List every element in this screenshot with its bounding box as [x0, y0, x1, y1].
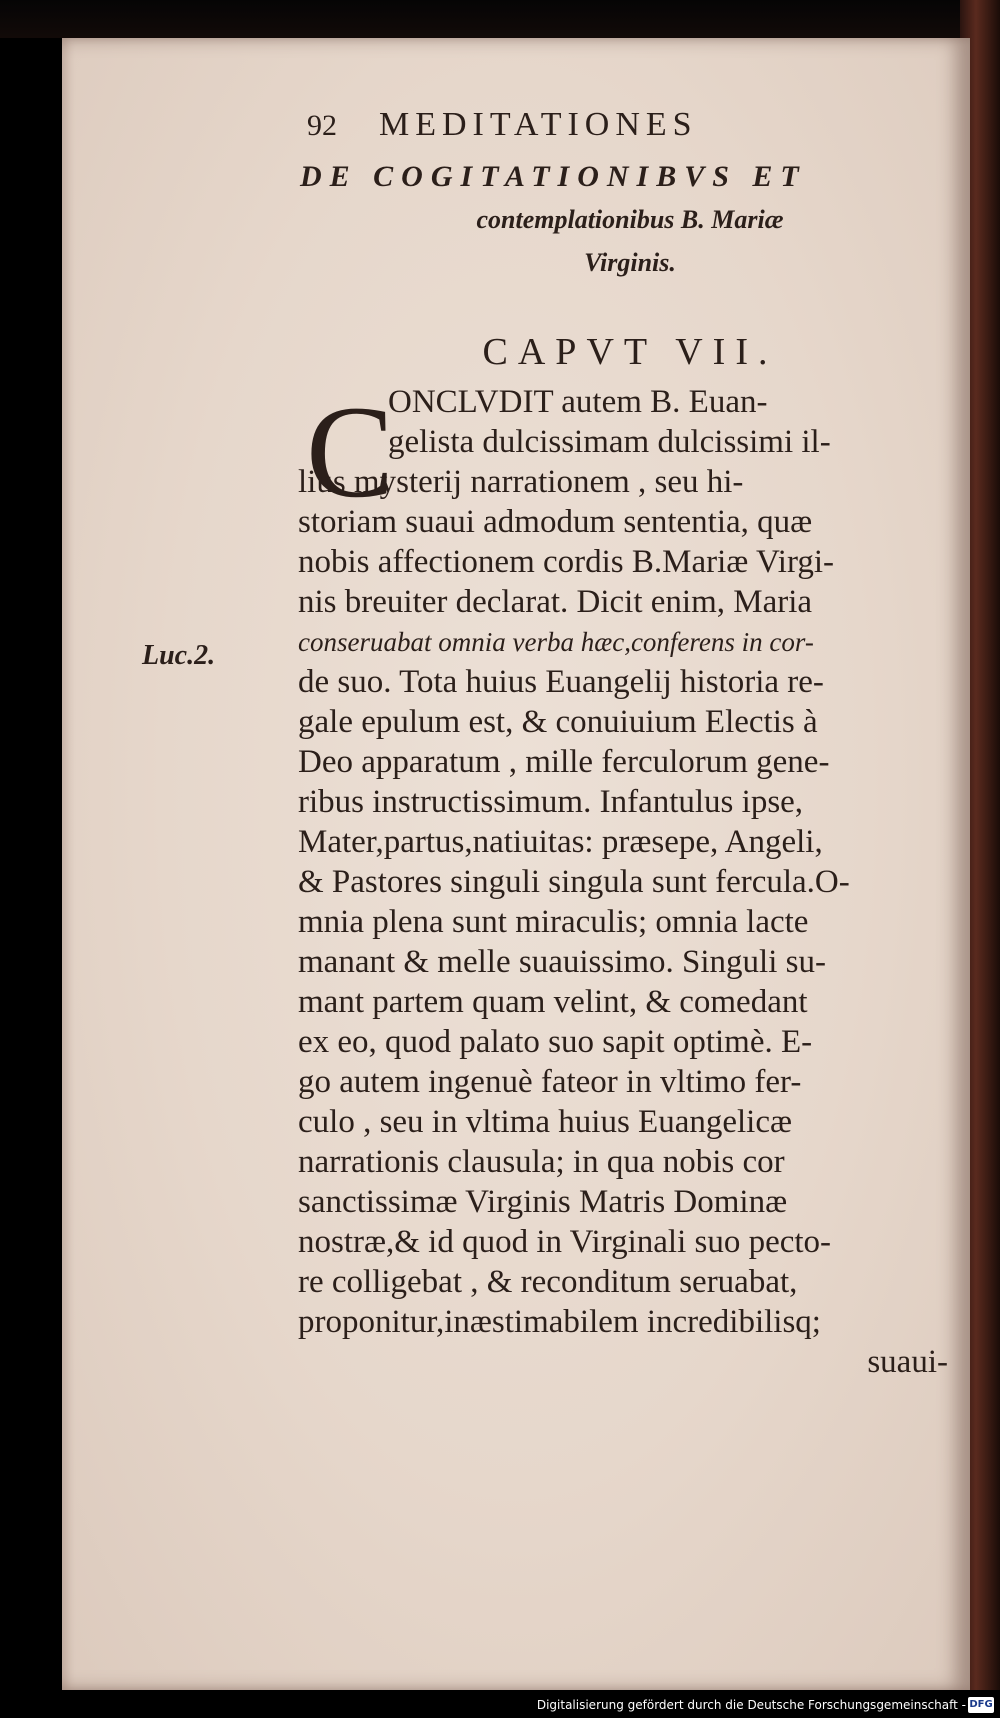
text-line: sanctissimæ Virginis Matris Dominæ — [298, 1184, 788, 1220]
text-line: go autem ingenuè fateor in vltimo fer- — [298, 1064, 802, 1100]
text-line: & Pastores singuli singula sunt fercula.O- — [298, 864, 850, 900]
text-line: lius mysterij narrationem , seu hi- — [298, 464, 744, 500]
text-line: Deo apparatum , mille ferculorum gene- — [298, 744, 830, 780]
text-line: storiam suaui admodum sententia, quæ — [298, 504, 813, 540]
text-line: Mater,partus,natiuitas: præsepe, Angeli, — [298, 824, 823, 860]
text-line: nobis affectionem cordis B.Mariæ Virgi- — [298, 544, 835, 580]
catchword: suaui- — [867, 1344, 948, 1380]
text-line: manant & melle suauissimo. Singuli su- — [298, 944, 826, 980]
text-line: de suo. Tota huius Euangelij historia re- — [298, 664, 824, 700]
text-line: culo , seu in vltima huius Euangelicæ — [298, 1104, 793, 1140]
section-heading-line-1: DE COGITATIONIBVS ET — [300, 160, 807, 193]
text-line: proponitur,inæstimabilem incredibilisq; — [298, 1304, 821, 1340]
chapter-title: CAPVT VII. — [482, 331, 778, 373]
running-title: MEDITATIONES — [379, 106, 698, 143]
text-line: gale epulum est, & conuiuium Electis à — [298, 704, 818, 740]
text-line: mant partem quam velint, & comedant — [298, 984, 808, 1020]
funding-credit: Digitalisierung gefördert durch die Deutsche Forschungsgemeinschaft - — [536, 1698, 966, 1712]
text-line: nis breuiter declarat. Dicit enim, Maria — [298, 584, 813, 620]
page-number: 92 — [307, 109, 337, 142]
text-line: gelista dulcissimam dulcissimi il- — [388, 424, 831, 460]
drop-cap: C — [306, 378, 395, 525]
dfg-logo: DFG — [968, 1697, 994, 1713]
text-line: conseruabat omnia verba hæc,conferens in cor- — [298, 627, 814, 657]
book-edge-top — [0, 0, 1000, 38]
text-line: re colligebat , & reconditum seruabat, — [298, 1264, 798, 1300]
text-line: nostræ,& id quod in Virginali suo pecto- — [298, 1224, 832, 1260]
text-line: ONCLVDIT autem B. Euan- — [388, 384, 768, 420]
margin-note: Luc.2. — [142, 640, 216, 671]
text-line: ex eo, quod palato suo sapit optimè. E- — [298, 1024, 813, 1060]
running-head — [307, 106, 867, 150]
text-line: mnia plena sunt miraculis; omnia lacte — [298, 904, 809, 940]
text-line: narrationis clausula; in qua nobis cor — [298, 1144, 785, 1180]
section-heading-line-2: contemplationibus B. Mariæ — [476, 205, 784, 234]
text-line: ribus instructissimum. Infantulus ipse, — [298, 784, 804, 820]
section-heading-line-3: Virginis. — [584, 248, 676, 277]
